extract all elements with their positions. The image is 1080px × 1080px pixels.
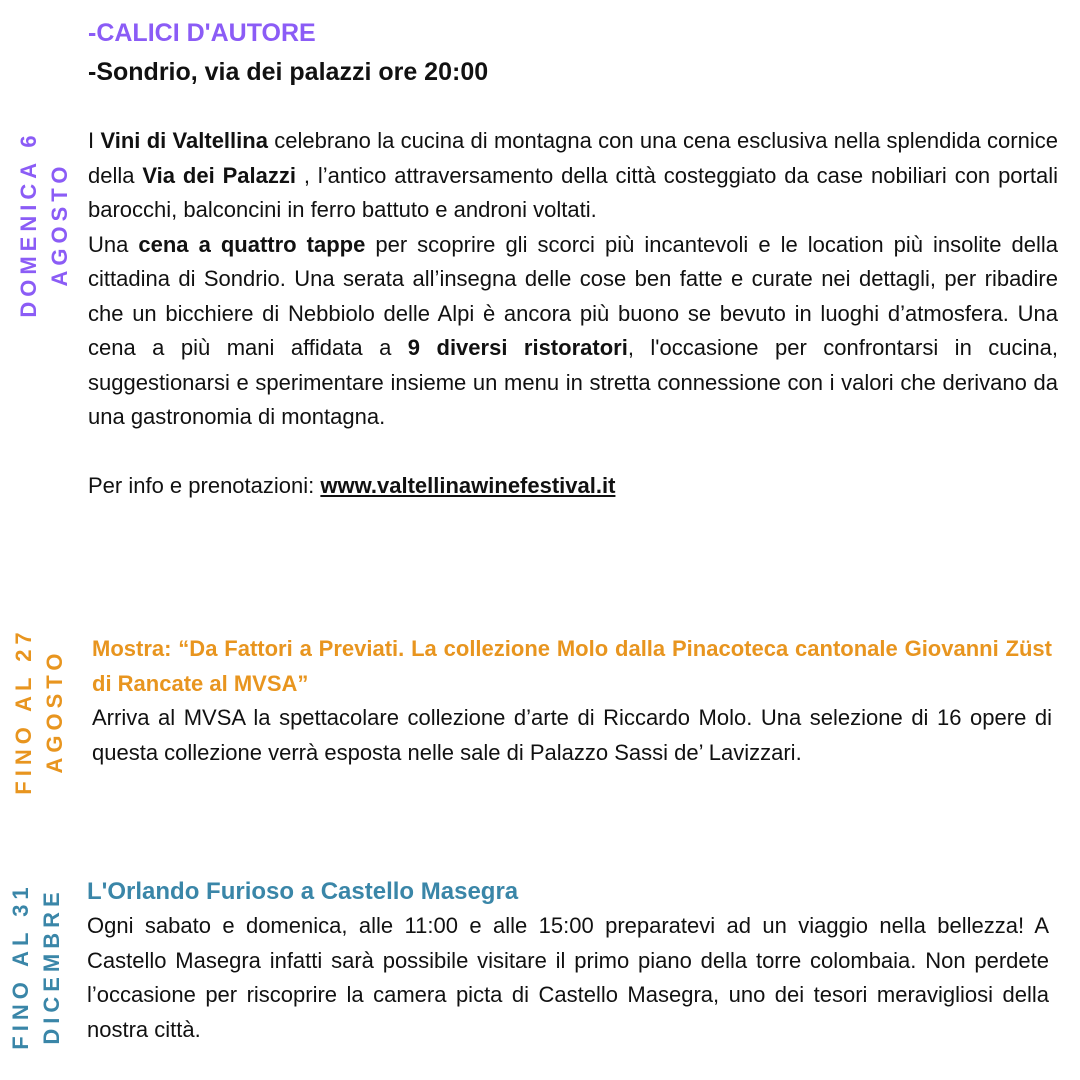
- date-line-1: FINO AL 31: [8, 882, 33, 1050]
- event-subtitle: -Sondrio, via dei palazzi ore 20:00: [88, 58, 489, 86]
- highlight-cena-a-quattro-tappe: cena a quattro tappe: [138, 231, 366, 257]
- date-line-2: AGOSTO: [47, 161, 72, 287]
- festival-website-link[interactable]: www.valtellinawinefestival.it: [320, 472, 616, 498]
- date-line-2: AGOSTO: [42, 648, 67, 774]
- highlight-via-dei-palazzi: Via dei Palazzi: [142, 162, 296, 188]
- event-orlando-furioso: [87, 874, 1049, 1047]
- event-calici-d-autore: [88, 16, 1058, 503]
- event-info: [88, 469, 1058, 504]
- date-line-1: FINO AL 27: [11, 627, 36, 795]
- event-description-paragraph-2: Una cena a quattro tappe per scoprire gli scorci più incantevoli e le location più insolite della cittadina di Sondrio. Una serata all’insegna delle cose ben fatte e curate nei dettagli, per ribadire che un bicchiere di Nebbiolo delle Alpi è ancora più buono se bevuto in luoghi d’atmosfera. Una cena a più mani affidata a 9 diversi ristoratori, l'occasione per confrontarsi in cucina, suggestionarsi e sperimentare insieme un menu in stretta connessione con i valori che derivano da una gastronomia di montagna.: [88, 231, 1058, 429]
- event-description-paragraph-1: I Vini di Valtellina celebrano la cucina di montagna con una cena esclusiva nella splendida cornice della Via dei Palazzi , l’antico attraversamento della città costeggiato da case nobiliari con portali barocchi, balconcini in ferro battuto e androni voltati.: [88, 128, 1058, 222]
- event-date-domenica-6-agosto: [13, 104, 75, 344]
- event-description: Arriva al MVSA la spettacolare collezione d’arte di Riccardo Molo. Una selezione di 16 opere di questa collezione verrà esposta nelle sale di Palazzo Sassi de’ Lavizzari.: [92, 705, 1052, 765]
- event-title: -CALICI D'AUTORE: [88, 19, 316, 47]
- event-title: Mostra: “Da Fattori a Previati. La collezione Molo dalla Pinacoteca cantonale Giovanni Züst di Rancate al MVSA”: [92, 636, 1052, 696]
- info-label: Per info e prenotazioni:: [88, 472, 321, 498]
- event-title: L'Orlando Furioso a Castello Masegra: [87, 878, 519, 905]
- event-date-fino-al-27-agosto: [8, 623, 70, 799]
- event-description: Ogni sabato e domenica, alle 11:00 e alle 15:00 preparatevi ad un viaggio nella bellezza! A Castello Masegra infatti sarà possibile visitare il primo piano della torre colombaia. Non perdete l’occasione per riscoprire la camera picta di Castello Masegra, uno dei tesori meravigliosi della nostra città.: [87, 913, 1049, 1042]
- highlight-9-ristoratori: 9 diversi ristoratori: [407, 335, 628, 360]
- date-line-1: DOMENICA 6: [16, 130, 41, 318]
- highlight-vini-di-valtellina: Vini di Valtellina: [100, 128, 268, 153]
- event-mostra-collezione-molo: [92, 631, 1052, 770]
- event-date-fino-al-31-dicembre: [5, 878, 67, 1054]
- date-line-2: DICEMBRE: [39, 887, 64, 1045]
